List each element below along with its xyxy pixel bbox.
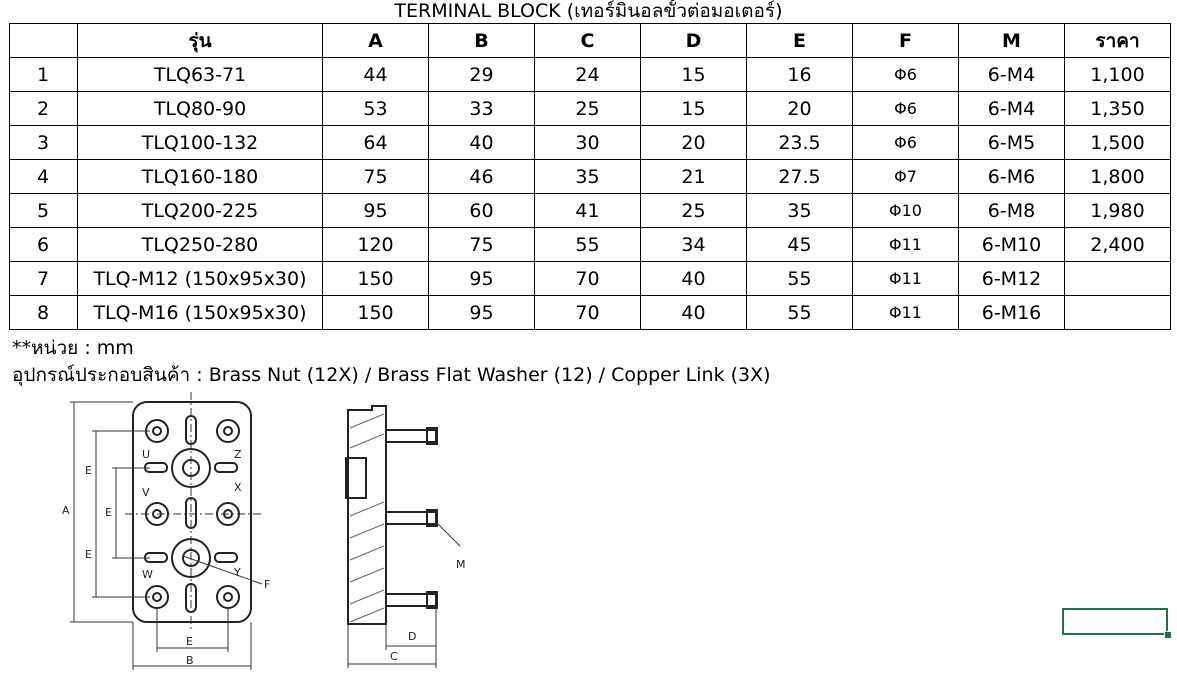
table-cell[interactable]: 41 (535, 194, 641, 228)
table-cell[interactable]: 16 (747, 58, 853, 92)
table-cell[interactable]: 70 (535, 262, 641, 296)
label-x: X (234, 481, 242, 494)
table-cell[interactable]: 27.5 (747, 160, 853, 194)
table-row (10, 262, 1171, 296)
table-cell[interactable]: 21 (641, 160, 747, 194)
table-cell[interactable]: 46 (429, 160, 535, 194)
table-cell[interactable]: TLQ250-280 (78, 228, 323, 262)
sheet-title: TERMINAL BLOCK (เทอร์มินอลขั้วต่อมอเตอร์) (394, 0, 783, 22)
table-cell[interactable]: Φ6 (853, 126, 959, 160)
terminal-block-drawing (0, 388, 520, 676)
table-cell[interactable]: TLQ160-180 (78, 160, 323, 194)
table-row (10, 58, 1171, 92)
label-u: U (142, 448, 151, 461)
table-cell[interactable]: 120 (323, 228, 429, 262)
label-e: E (85, 464, 92, 477)
table-cell[interactable]: 6-M4 (959, 58, 1065, 92)
table-cell[interactable]: TLQ80-90 (78, 92, 323, 126)
table-cell[interactable]: Φ11 (853, 228, 959, 262)
table-cell[interactable]: 1,800 (1065, 160, 1171, 194)
table-row (10, 228, 1171, 262)
table-cell[interactable]: 20 (641, 126, 747, 160)
table-cell[interactable]: 55 (747, 262, 853, 296)
table-row (10, 92, 1171, 126)
header-cell[interactable]: D (641, 24, 747, 58)
table-cell[interactable]: 6-M6 (959, 160, 1065, 194)
table-cell[interactable]: 3 (10, 126, 78, 160)
header-cell[interactable]: B (429, 24, 535, 58)
side-hatching (350, 414, 384, 622)
label-e: E (85, 548, 92, 561)
header-cell[interactable]: รุ่น (78, 24, 323, 58)
table-cell[interactable]: 1 (10, 58, 78, 92)
selected-cell[interactable] (1062, 608, 1168, 635)
spec-table (9, 23, 1171, 330)
label-v: V (142, 486, 150, 499)
label-f: F (264, 578, 271, 591)
table-cell[interactable]: Φ11 (853, 296, 959, 330)
table-cell[interactable] (1065, 296, 1171, 330)
header-cell[interactable]: C (535, 24, 641, 58)
header-cell[interactable]: ราคา (1065, 24, 1171, 58)
header-cell[interactable]: E (747, 24, 853, 58)
table-cell[interactable]: 6 (10, 228, 78, 262)
label-e: E (186, 635, 193, 648)
label-a: A (62, 504, 70, 517)
table-cell[interactable]: 40 (641, 262, 747, 296)
table-cell[interactable]: 24 (535, 58, 641, 92)
table-cell[interactable]: 20 (747, 92, 853, 126)
table-cell[interactable]: Φ7 (853, 160, 959, 194)
table-cell[interactable]: 40 (641, 296, 747, 330)
label-w: W (142, 568, 153, 581)
table-cell[interactable]: 6-M5 (959, 126, 1065, 160)
table-cell[interactable]: 64 (323, 126, 429, 160)
table-cell[interactable]: Φ10 (853, 194, 959, 228)
label-c: C (390, 650, 398, 663)
table-cell[interactable]: 6-M4 (959, 92, 1065, 126)
table-cell[interactable]: 34 (641, 228, 747, 262)
table-row (10, 126, 1171, 160)
table-cell[interactable]: 150 (323, 262, 429, 296)
table-cell[interactable]: 55 (747, 296, 853, 330)
table-body (10, 58, 1171, 330)
table-cell[interactable]: 95 (429, 296, 535, 330)
table-cell[interactable]: 150 (323, 296, 429, 330)
label-m: M (456, 558, 466, 571)
label-d: D (408, 630, 417, 643)
label-b: B (186, 654, 194, 667)
label-z: Z (234, 448, 242, 461)
table-cell[interactable]: 1,350 (1065, 92, 1171, 126)
table-cell[interactable]: 75 (429, 228, 535, 262)
table-cell[interactable]: 15 (641, 92, 747, 126)
header-cell[interactable]: A (323, 24, 429, 58)
table-cell[interactable]: 6-M12 (959, 262, 1065, 296)
table-cell[interactable]: 1,980 (1065, 194, 1171, 228)
table-cell[interactable]: TLQ63-71 (78, 58, 323, 92)
header-cell[interactable]: F (853, 24, 959, 58)
table-cell[interactable]: 35 (747, 194, 853, 228)
side-view (346, 406, 437, 624)
accessories-note: อุปกรณ์ประกอบสินค้า : Brass Nut (12X) / Brass Flat Washer (12) / Copper Link (3X) (12, 364, 771, 386)
table-cell[interactable]: 1,500 (1065, 126, 1171, 160)
table-cell[interactable]: TLQ200-225 (78, 194, 323, 228)
table-cell[interactable]: 29 (429, 58, 535, 92)
table-cell[interactable]: 7 (10, 262, 78, 296)
table-cell[interactable]: 33 (429, 92, 535, 126)
unit-note: **หน่วย : mm (12, 337, 134, 359)
table-row (10, 296, 1171, 330)
table-cell[interactable]: 25 (641, 194, 747, 228)
fill-handle[interactable] (1164, 631, 1172, 639)
header-cell[interactable] (10, 24, 78, 58)
table-cell[interactable]: 95 (429, 262, 535, 296)
table-cell[interactable]: 15 (641, 58, 747, 92)
table-row (10, 194, 1171, 228)
table-cell[interactable]: 70 (535, 296, 641, 330)
table-cell[interactable]: 35 (535, 160, 641, 194)
table-cell[interactable]: 30 (535, 126, 641, 160)
table-cell[interactable]: TLQ-M16 (150x95x30) (78, 296, 323, 330)
table-cell[interactable]: 8 (10, 296, 78, 330)
table-cell[interactable]: 6-M10 (959, 228, 1065, 262)
table-row (10, 160, 1171, 194)
label-e: E (105, 506, 112, 519)
table-cell[interactable]: 25 (535, 92, 641, 126)
table-cell[interactable]: 4 (10, 160, 78, 194)
table-cell[interactable]: 2,400 (1065, 228, 1171, 262)
table-cell[interactable]: Φ6 (853, 92, 959, 126)
table-cell[interactable]: 40 (429, 126, 535, 160)
table-cell[interactable]: 45 (747, 228, 853, 262)
table-cell[interactable]: Φ11 (853, 262, 959, 296)
table-cell[interactable]: TLQ100-132 (78, 126, 323, 160)
table-cell[interactable]: 75 (323, 160, 429, 194)
table-cell[interactable]: 5 (10, 194, 78, 228)
table-cell[interactable]: Φ6 (853, 58, 959, 92)
table-cell[interactable]: 44 (323, 58, 429, 92)
table-cell[interactable]: 95 (323, 194, 429, 228)
table-cell[interactable]: 23.5 (747, 126, 853, 160)
table-cell[interactable]: 53 (323, 92, 429, 126)
table-cell[interactable]: TLQ-M12 (150x95x30) (78, 262, 323, 296)
table-cell[interactable]: 60 (429, 194, 535, 228)
table-cell[interactable]: 6-M16 (959, 296, 1065, 330)
header-cell[interactable]: M (959, 24, 1065, 58)
table-cell[interactable]: 6-M8 (959, 194, 1065, 228)
table-cell[interactable]: 55 (535, 228, 641, 262)
label-y: Y (234, 566, 241, 579)
table-header-row (10, 24, 1171, 58)
table-cell[interactable]: 2 (10, 92, 78, 126)
table-cell[interactable] (1065, 262, 1171, 296)
table-cell[interactable]: 1,100 (1065, 58, 1171, 92)
